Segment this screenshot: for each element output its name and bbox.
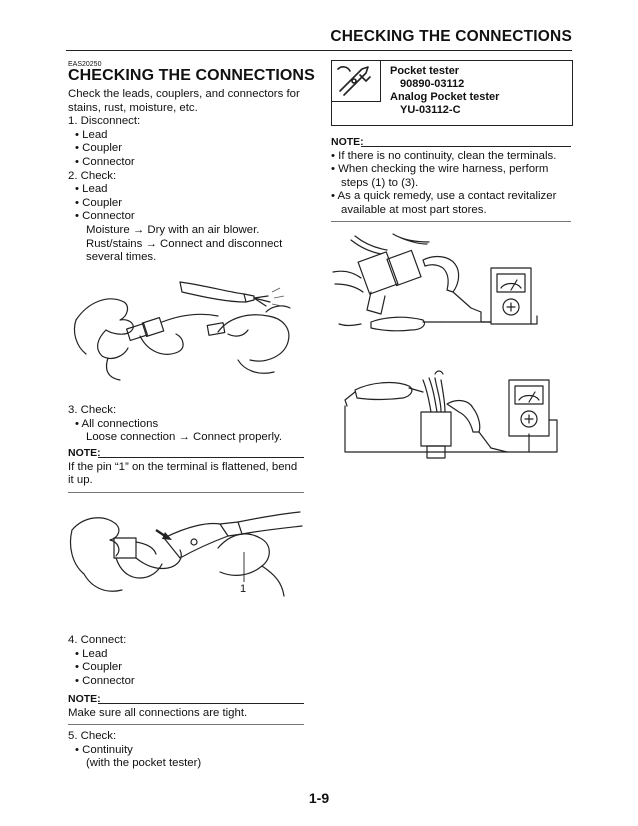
note-end-rule [68,492,304,493]
note-line: steps (1) to (3). [341,176,419,189]
note-line: • If there is no continuity, clean the terminals. [331,149,557,162]
left-text-block-4 [68,730,308,771]
tool-code: 90890-03112 [400,78,465,90]
note-line: • As a quick remedy, use a contact revitalizer [331,190,557,203]
note-1 [68,447,304,488]
note-heading: NOTE: [68,447,304,461]
step-label: 1. Disconnect: [68,115,141,128]
step-label: 5. Check: [68,730,117,742]
note-line: it up. [68,474,93,487]
tool-info [390,65,499,117]
list-item: • Coupler [75,661,123,674]
list-item: • Connector [75,155,135,168]
list-item: • Connector [75,674,135,687]
list-item: • Connector [75,210,135,223]
list-item: • Coupler [75,142,123,155]
note-end-rule [68,724,304,725]
page-header-title: CHECKING THE CONNECTIONS [330,28,572,45]
detail-line: (with the pocket tester) [86,757,202,770]
note-2 [68,693,304,720]
list-item: • Lead [75,128,108,141]
intro-line: Check the leads, couplers, and connectors for [68,88,300,100]
pliers-tester-icon [332,61,381,102]
list-item: • Continuity [75,743,133,756]
tool-name: Pocket tester [390,65,460,77]
detail-line: Rust/stains → Connect and disconnect [86,237,283,250]
left-text-block-1 [68,88,308,265]
tool-code-alt: YU-03112-C [400,104,461,116]
illustration-terminal-pin [68,508,304,608]
section-title: CHECKING THE CONNECTIONS [68,67,315,84]
illustration-disconnect [68,272,304,382]
note-line: • When checking the wire harness, perform [331,163,549,176]
note-end-rule [331,221,571,222]
list-item: • Coupler [75,196,123,209]
list-item: • All connections [75,417,159,430]
note-line: available at most part stores. [341,203,487,216]
illustration-coupler-continuity [331,232,571,342]
callout-label-1: 1 [240,583,247,595]
header-rule [66,50,572,51]
intro-line: stains, rust, moisture, etc. [68,101,198,114]
section-code: EAS20250 [68,61,102,68]
step-label: 4. Connect: [68,634,127,646]
note-line: If the pin “1” on the terminal is flattened, bend [68,460,298,473]
page-number: 1-9 [308,790,330,806]
note-line: Make sure all connections are tight. [68,706,248,719]
note-heading: NOTE: [68,693,304,707]
detail-line: Loose connection → Connect properly. [86,431,283,444]
detail-line: Moisture → Dry with an air blower. [86,223,260,236]
special-tool-box [331,60,573,126]
note-right [331,136,571,218]
list-item: • Lead [75,183,108,196]
illustration-harness-continuity [331,370,571,480]
step-label: 3. Check: [68,404,117,416]
detail-line: several times. [86,251,157,264]
left-text-block-2 [68,404,308,445]
tool-name-alt: Analog Pocket tester [390,91,500,103]
note-heading: NOTE: [331,136,571,150]
step-label: 2. Check: [68,169,117,182]
list-item: • Lead [75,647,108,660]
left-text-block-3 [68,634,308,688]
